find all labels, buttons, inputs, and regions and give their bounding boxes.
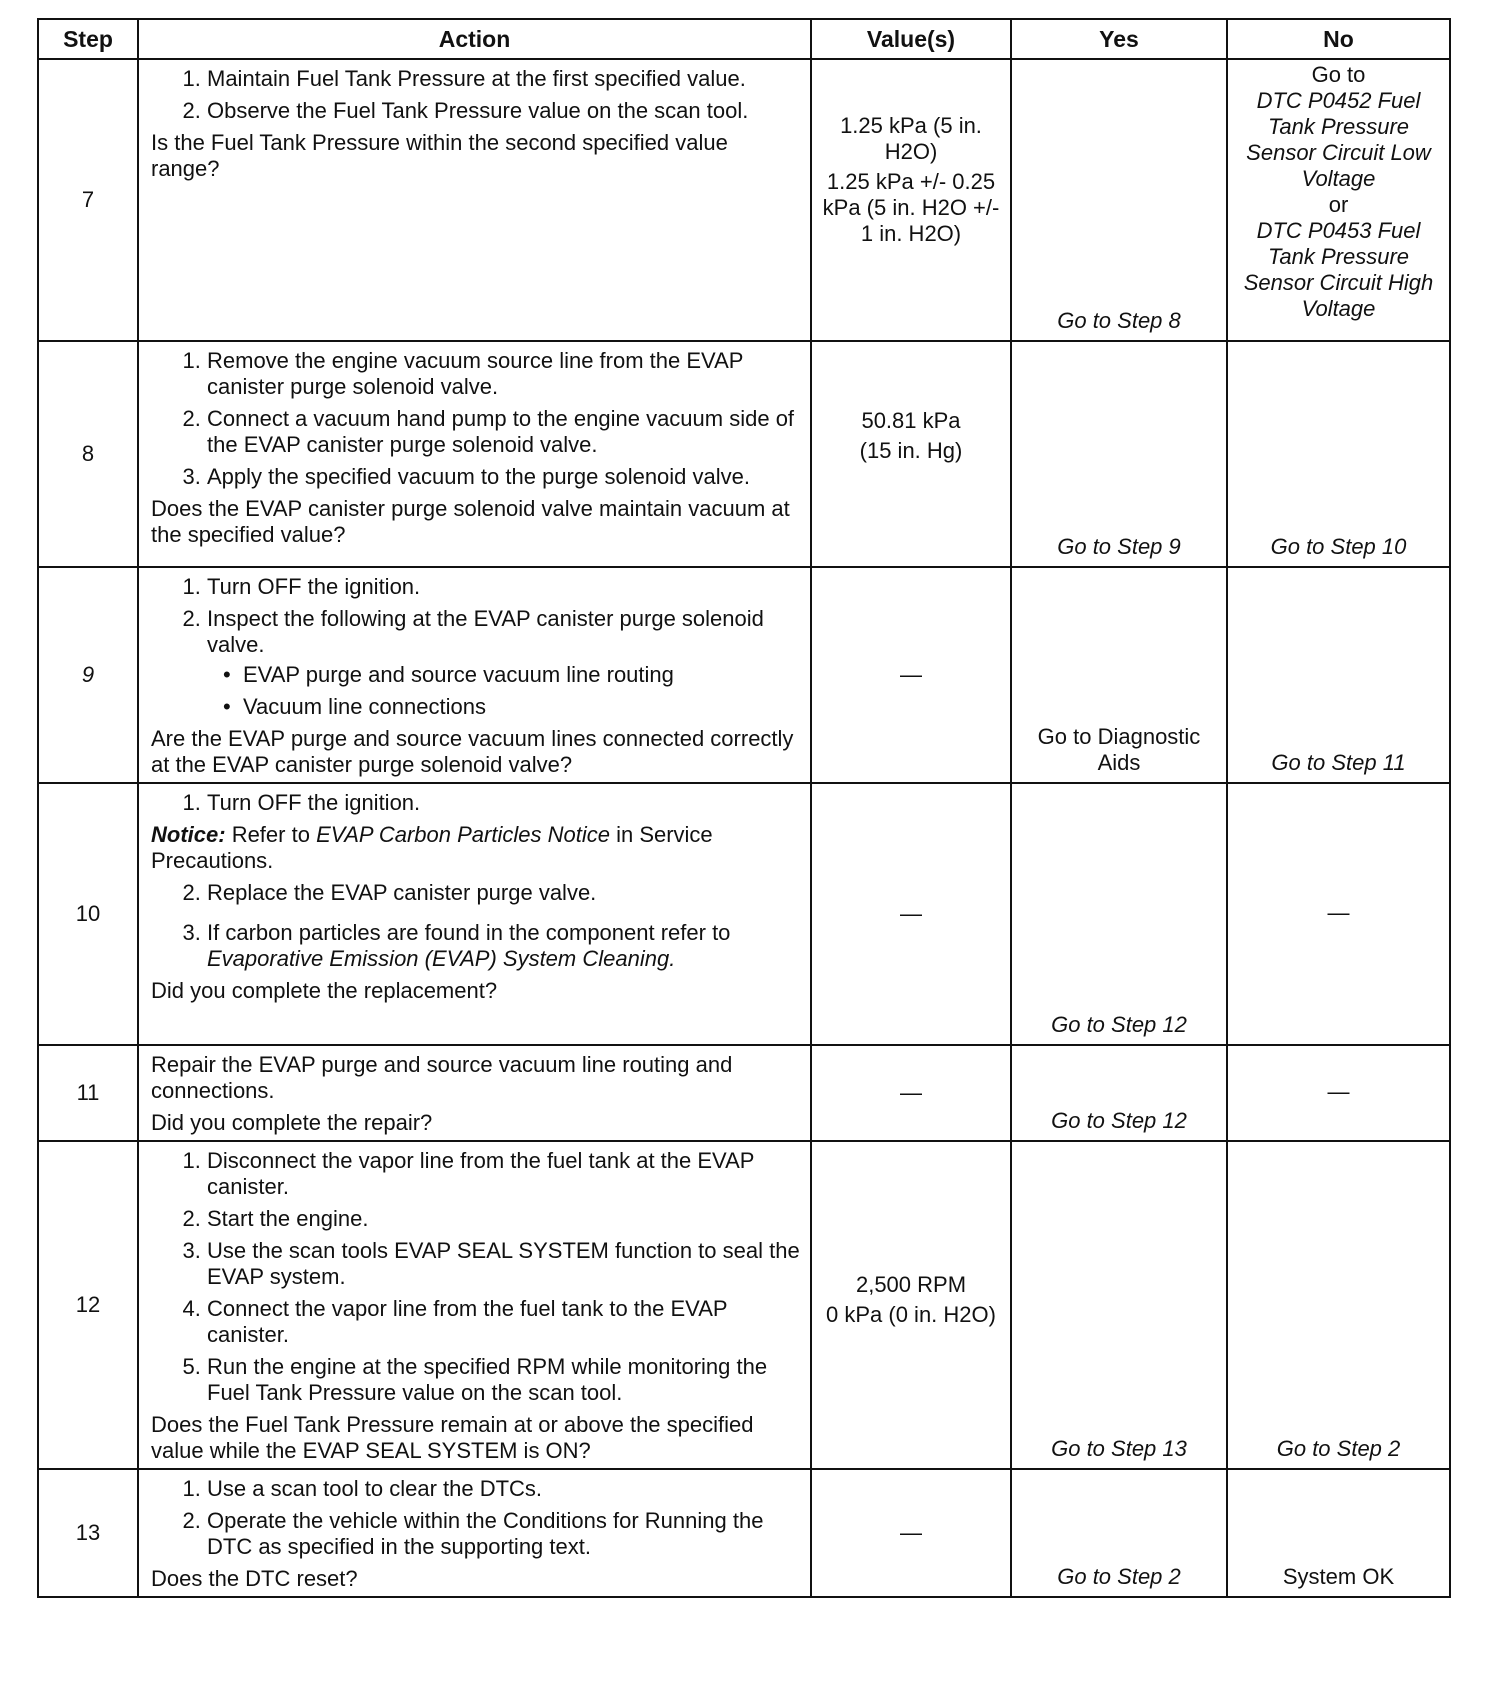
step-number: 7 xyxy=(38,59,138,341)
action-item xyxy=(207,920,800,972)
action-item-text: Inspect the following at the EVAP canister purge solenoid valve. xyxy=(207,606,764,657)
notice-text: Refer to xyxy=(231,822,310,847)
action-list xyxy=(151,348,800,490)
yes-cell: Go to Diagnostic Aids xyxy=(1011,567,1227,783)
action-question: Does the Fuel Tank Pressure remain at or above the specified value while the EVAP SEAL SYSTEM is ON? xyxy=(151,1412,754,1463)
action-item: 1. Turn OFF the ignition. xyxy=(207,790,800,816)
notice-reference: EVAP Carbon Particles Notice xyxy=(316,822,610,847)
notice-text: in Service Precautions. xyxy=(151,822,713,873)
bullet-item: • EVAP purge and source vacuum line routing xyxy=(243,662,800,688)
no-cell: System OK xyxy=(1227,1469,1450,1597)
action-item: 2. Connect a vacuum hand pump to the engine vacuum side of the EVAP canister purge solenoid valve. xyxy=(207,406,800,458)
header-step: Step xyxy=(38,19,138,59)
value-line: 2,500 RPM xyxy=(855,1272,967,1297)
action-question: Are the EVAP purge and source vacuum lines connected correctly at the EVAP canister purge solenoid valve? xyxy=(151,726,794,777)
action-list xyxy=(151,66,800,124)
action-cell xyxy=(138,1045,811,1141)
diagnostic-table xyxy=(37,18,1451,1598)
value-line: 0 kPa (0 in. H2O) xyxy=(826,1302,996,1327)
action-cell xyxy=(138,59,811,341)
step-number: 9 xyxy=(38,567,138,783)
action-item: 2. Replace the EVAP canister purge valve. xyxy=(207,880,800,906)
values-cell xyxy=(811,59,1011,341)
values-cell: — xyxy=(811,567,1011,783)
action-item: 1. Disconnect the vapor line from the fuel tank at the EVAP canister. xyxy=(207,1148,800,1200)
yes-cell: Go to Step 13 xyxy=(1011,1141,1227,1469)
action-item: 2. Start the engine. xyxy=(207,1206,800,1232)
action-cell xyxy=(138,567,811,783)
table-row xyxy=(38,341,1450,567)
action-reference: Evaporative Emission (EVAP) System Cleaning. xyxy=(207,946,676,971)
action-item: 1. Maintain Fuel Tank Pressure at the first specified value. xyxy=(207,66,800,92)
value-line: (15 in. Hg) xyxy=(859,438,963,463)
value-line: 50.81 kPa xyxy=(861,408,961,433)
action-cell xyxy=(138,1469,811,1597)
step-number: 10 xyxy=(38,783,138,1045)
action-question: Did you complete the replacement? xyxy=(151,978,498,1003)
header-yes: Yes xyxy=(1011,19,1227,59)
no-cell: — xyxy=(1227,783,1450,1045)
values-cell: — xyxy=(811,1045,1011,1141)
no-option: DTC P0453 Fuel Tank Pressure Sensor Circuit High Voltage xyxy=(1243,218,1434,321)
header-action: Action xyxy=(138,19,811,59)
bullet-list xyxy=(207,662,800,720)
header-values: Value(s) xyxy=(811,19,1011,59)
action-question: Is the Fuel Tank Pressure within the second specified value range? xyxy=(151,130,728,181)
table-row xyxy=(38,1045,1450,1141)
action-question: Does the DTC reset? xyxy=(151,1566,358,1591)
values-cell: — xyxy=(811,1469,1011,1597)
header-no: No xyxy=(1227,19,1450,59)
action-item: 3. Use the scan tools EVAP SEAL SYSTEM function to seal the EVAP system. xyxy=(207,1238,800,1290)
action-list xyxy=(151,1476,800,1560)
step-number: 12 xyxy=(38,1141,138,1469)
notice xyxy=(151,822,800,874)
no-intro: Go to xyxy=(1311,62,1366,87)
step-number: 13 xyxy=(38,1469,138,1597)
step-number: 8 xyxy=(38,341,138,567)
table-header-row xyxy=(38,19,1450,59)
no-cell: — xyxy=(1227,1045,1450,1141)
action-item: 1. Use a scan tool to clear the DTCs. xyxy=(207,1476,800,1502)
values-cell: — xyxy=(811,783,1011,1045)
yes-cell: Go to Step 12 xyxy=(1011,783,1227,1045)
values-cell xyxy=(811,341,1011,567)
no-cell: Go to Step 2 xyxy=(1227,1141,1450,1469)
action-item: 2. Operate the vehicle within the Conditions for Running the DTC as specified in the supporting text. xyxy=(207,1508,800,1560)
value-line: 1.25 kPa (5 in. H2O) xyxy=(840,113,982,164)
yes-cell: Go to Step 8 xyxy=(1011,59,1227,341)
action-item: 5. Run the engine at the specified RPM while monitoring the Fuel Tank Pressure value on the scan tool. xyxy=(207,1354,800,1406)
table-row xyxy=(38,1469,1450,1597)
action-cell xyxy=(138,783,811,1045)
action-cell xyxy=(138,1141,811,1469)
action-text: Repair the EVAP purge and source vacuum line routing and connections. xyxy=(151,1052,733,1103)
action-item: 1. Turn OFF the ignition. xyxy=(207,574,800,600)
no-cell: Go to Step 11 xyxy=(1227,567,1450,783)
table-row xyxy=(38,783,1450,1045)
no-cell xyxy=(1227,59,1450,341)
table-row xyxy=(38,567,1450,783)
no-cell: Go to Step 10 xyxy=(1227,341,1450,567)
value-line: 1.25 kPa +/- 0.25 kPa (5 in. H2O +/- 1 in. H2O) xyxy=(822,169,1000,246)
action-item: 1. Remove the engine vacuum source line from the EVAP canister purge solenoid valve. xyxy=(207,348,800,400)
action-item-text: If carbon particles are found in the component refer to xyxy=(207,920,731,945)
action-list xyxy=(151,1148,800,1406)
action-list xyxy=(151,790,800,816)
action-list xyxy=(151,880,800,972)
action-item: 2. Observe the Fuel Tank Pressure value on the scan tool. xyxy=(207,98,800,124)
action-item: 3. Apply the specified vacuum to the purge solenoid valve. xyxy=(207,464,800,490)
yes-cell: Go to Step 9 xyxy=(1011,341,1227,567)
action-item xyxy=(207,606,800,720)
action-cell xyxy=(138,341,811,567)
action-question: Did you complete the repair? xyxy=(151,1110,433,1135)
yes-cell: Go to Step 12 xyxy=(1011,1045,1227,1141)
table-row xyxy=(38,1141,1450,1469)
notice-label: Notice: xyxy=(151,822,226,847)
yes-cell: Go to Step 2 xyxy=(1011,1469,1227,1597)
table-row xyxy=(38,59,1450,341)
no-option: DTC P0452 Fuel Tank Pressure Sensor Circuit Low Voltage xyxy=(1246,88,1431,191)
no-or: or xyxy=(1328,192,1349,217)
action-list xyxy=(151,574,800,720)
step-number: 11 xyxy=(38,1045,138,1141)
action-item: 4. Connect the vapor line from the fuel tank to the EVAP canister. xyxy=(207,1296,800,1348)
action-question: Does the EVAP canister purge solenoid valve maintain vacuum at the specified value? xyxy=(151,496,790,547)
values-cell xyxy=(811,1141,1011,1469)
bullet-item: • Vacuum line connections xyxy=(243,694,800,720)
